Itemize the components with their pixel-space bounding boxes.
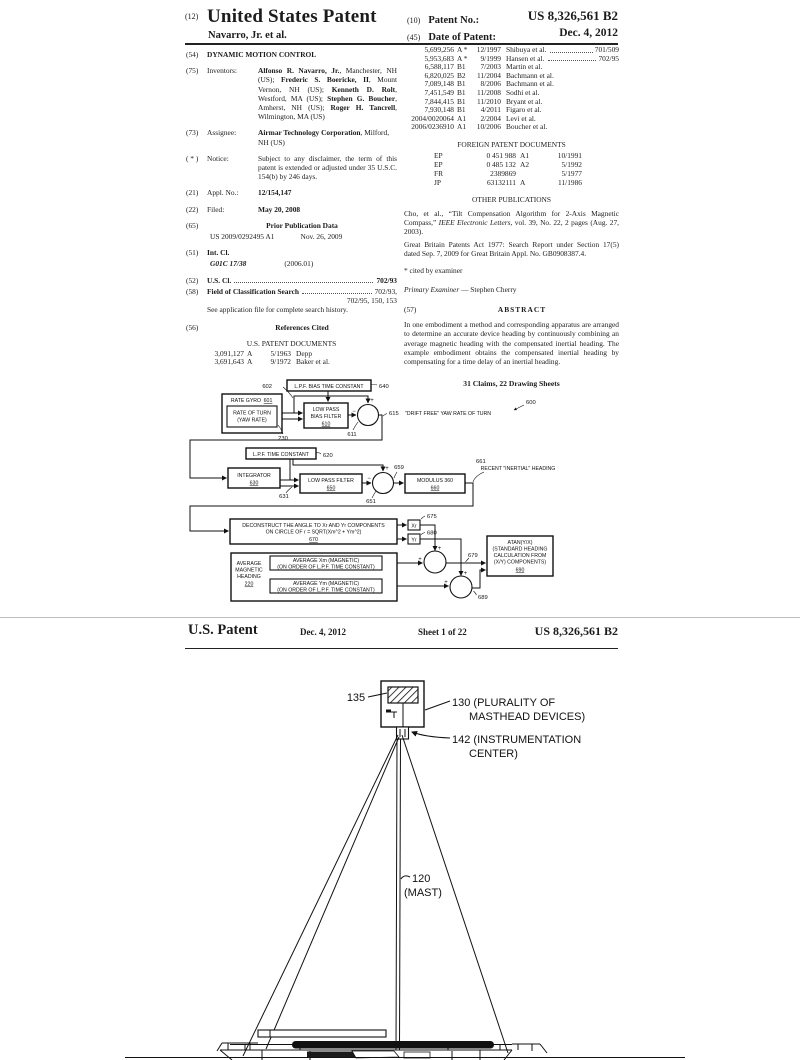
foreign-kind: A2 [520,159,530,169]
foreign-date: 5/1992 [561,159,582,169]
f21-num: (21) [186,188,199,198]
f58-num: (58) [186,286,199,296]
inventor-short-line: Navarro, Jr. et al. [208,30,287,41]
left-us-reference-list [194,350,397,367]
ref-kind: B1 [457,62,466,72]
ref-kind: B1 [457,87,466,97]
atan-label-2: (STANDARD HEADING [492,546,548,553]
ref-date: 12/1997 [476,45,501,54]
label-130-line2: MASTHEAD DEVICES) [469,711,586,723]
f54-num: (54) [186,50,199,59]
jib-stay [266,737,399,1049]
field-73-assignee [186,128,397,146]
foreign-number: 63132111 [486,177,516,187]
foreign-patent-documents-header: FOREIGN PATENT DOCUMENTS [457,139,566,149]
ref-650: 650 [326,485,336,492]
label-120: 120 [412,873,431,885]
ref-611: 611 [347,432,357,438]
foreign-reference-row [434,179,619,188]
atan-label-1: ATAN(Y/X) [507,540,533,546]
ref-name: Figaro et al. [506,105,542,115]
ref-name: Baker et al. [296,357,330,367]
references-cited-header: References Cited [275,323,329,333]
label-mast: (MAST) [404,887,442,899]
field-51-int-cl [186,248,397,257]
forestay [243,735,398,1056]
field-75-inventors [186,66,397,121]
front-page-header [185,6,618,44]
foreign-number: 2389869 [490,168,516,178]
ref-651: 651 [366,499,376,505]
sheet-patent-number: US 8,326,561 B2 [534,624,618,638]
dotted-leader [234,276,373,283]
wind-vane-icon [386,710,391,713]
ref-number: 7,844,415 [424,96,454,106]
inventors-value: Alfonso R. Navarro, Jr., Manchester, NH (US); Frederic S. Boericke, II, Mount Vernon, NH (US); Kenneth D. Rolt, Westford, MA (US); Stephen G. Boucher, Amherst, NH (US); Roger H. Tancrell, Wilmington, MA (US) [258,66,397,122]
sheet-date: Dec. 4, 2012 [300,627,346,637]
ref-leader [539,89,619,98]
field-57-abstract [404,305,619,314]
rate-gyro-label: RATE GYRO [230,398,262,404]
us-cl-value: 702/93 [376,275,397,285]
int-cl-line [210,259,397,268]
ref-leader [542,98,619,107]
field-52-us-cl [186,276,397,285]
field-notice [186,154,397,182]
ref-630: 630 [249,480,259,487]
field-search-v1: 702/93, [374,286,397,296]
date-of-patent: Dec. 4, 2012 [559,27,618,39]
ref-number: 7,451,549 [424,87,454,97]
atan-label-3: CALCULATION FROM [493,553,547,559]
bibliographic-left-column [186,50,397,367]
ref-name: Hansen et al. [506,53,545,63]
fig6-block-diagram [182,372,622,617]
plus-sign: + [370,398,374,404]
us-reference-list [404,46,619,132]
xr-box-label: Xr [411,523,417,530]
average-ym-label: AVERAGE Ym (MAGNETIC) [292,581,360,587]
yaw-rate-label: (YAW RATE) [237,417,267,424]
plus-sign: + [418,557,422,563]
ref-date: 11/2008 [477,87,501,97]
label-130-line1: 130 (PLURALITY OF [452,697,556,709]
foreign-kind: A1 [520,151,530,161]
ref-number: 2004/0020064 [411,113,454,123]
field-65-prior-pub [186,221,397,230]
ref-602: 602 [262,384,272,390]
ref-class: 701/509 [594,45,619,54]
patent-no-label: Patent No.: [428,15,480,26]
foreign-date: 5/1977 [561,168,582,178]
label-142-line1: 142 (INSTRUMENTATION [452,734,582,746]
assignee-value: Airmar Technology Corporation, Milford, NH (US) [258,128,390,147]
foreign-date: 11/1986 [558,177,582,187]
field-number-10: (10) [407,16,421,25]
hull-and-deck [125,1030,685,1060]
ref-name: Sodhi et al. [506,87,540,97]
ref-name: Bachmann et al. [506,79,554,89]
ref-kind: A1 [457,113,467,123]
field-21-appl-no [186,188,397,197]
ref-date: 11/2004 [477,70,501,80]
ref-number: 7,930,148 [424,105,454,115]
ref-name: Boucher et al. [506,122,548,132]
ref-date: 4/2011 [480,105,501,115]
foreign-country: EP [434,159,443,169]
int-cl-version: (2006.01) [284,259,314,269]
ref-number: 3,691,643 [214,357,244,367]
ref-leader [542,106,619,115]
ref-number: 2006/0236910 [411,122,454,132]
appl-no-value: 12/154,147 [258,188,292,198]
ref-date: 9/1972 [270,357,291,367]
sheet-title: U.S. Patent [188,622,258,638]
field-54-title [186,50,397,59]
ref-689: 689 [478,595,488,601]
mast-and-rigging [243,735,508,1056]
ref-date: 11/2010 [477,96,501,106]
diagram-boxes [222,380,553,601]
average-xm-label: AVERAGE Xm (MAGNETIC) [292,558,360,564]
ref-date: 5/1963 [270,348,291,358]
publication-1: Cho, et al., “Tilt Compensation Algorithm for 2-Axis Magnetic Compass,” IEEE Electronic Letters, vol. 39, No. 22, 2 pages (Aug. 27, 2003). [404,208,620,236]
ref-kind: A [247,348,253,358]
ref-number: 6,588,117 [424,62,454,72]
low-pass-filter-label: LOW PASS FILTER [308,478,354,484]
bibliographic-right-column [404,46,619,388]
filed-value: May 20, 2008 [258,204,301,214]
masthead-assembly [381,681,424,739]
ref-kind: B2 [457,70,466,80]
foreign-date: 10/1991 [557,151,582,161]
foreign-number: 0 485 132 [486,159,516,169]
prior-pub-number: US 2009/0292495 A1 [210,232,275,242]
ref-date: 8/2006 [480,79,501,89]
plus-sign: + [437,546,442,552]
average-ym-sub-label: (ON ORDER OF L.P.F. TIME CONSTANT) [277,587,375,594]
dotted-leader [302,287,372,294]
minus-sign: − [352,409,356,415]
ref-leader [554,72,619,81]
average-magnetic-heading-3: HEADING [237,574,261,580]
date-of-patent-label: Date of Patent: [428,32,496,43]
deconstruct-label-2: ON CIRCLE OF r = SQRT(Xm^2 + Ym^2) [265,529,362,536]
stern-rail [512,1044,547,1053]
mast-120 [396,739,397,1050]
publication-2: Great Britain Patents Act 1977: Search Report under Section 17(5) dated Sep. 7, 2009 for Great Britain Appl. No. GB0908387.4. [404,240,619,259]
average-xm-sub-label: (ON ORDER OF L.P.F. TIME CONSTANT) [277,564,375,571]
patent-number: US 8,326,561 B2 [527,8,618,23]
ref-date: 10/2006 [476,122,501,132]
ref-date: 7/2003 [480,62,501,72]
field-22-filed [186,205,397,214]
cabin-shadow [307,1052,357,1058]
inventors-label: Inventors: [207,66,237,76]
average-magnetic-heading-1: AVERAGE [236,561,262,567]
ref-kind: A * [457,53,468,63]
f22-num: (22) [186,204,199,214]
low-pass-bias-filter-label-2: BIAS FILTER [310,414,342,420]
ref-class: 702/95 [598,53,619,63]
appl-no-label: Appl. No.: [207,188,239,198]
header-rule [185,43,618,45]
ref-220: 220 [244,581,254,588]
ref-number: 7,089,148 [424,79,454,89]
ref-230: 230 [278,436,288,442]
primary-examiner-line: Primary Examiner — Stephen Cherry [404,284,517,294]
foreign-reference-list [434,152,619,187]
drift-free-label: "DRIFT FREE" YAW RATE OF TURN [404,411,492,417]
int-cl-class: G01C 17/38 [210,259,247,269]
foreign-reference-row [434,170,619,179]
deconstruct-label-1: DECONSTRUCT THE ANGLE TO Xr AND Yr COMPONENTS [242,523,385,529]
ref-date: 2/2004 [480,113,501,123]
foreign-reference-row [434,161,619,170]
prior-pub-line [210,232,397,241]
int-cl-label: Int. Cl. [207,248,230,258]
prior-pub-date: Nov. 26, 2009 [300,232,343,242]
boom [258,1030,386,1037]
ref-660: 660 [430,485,440,492]
deck-coachroof-bar [292,1041,494,1049]
ref-679: 679 [468,553,478,559]
foreign-country: EP [434,151,443,161]
notice-num: ( * ) [186,153,199,163]
ref-name: Levi et al. [506,113,536,123]
ref-leader [554,80,619,89]
claims-summary: 31 Claims, 22 Drawing Sheets [463,379,560,389]
lpf-time-constant-label: L.P.F. TIME CONSTANT [253,452,309,458]
ref-leader [330,358,397,367]
page-separator [0,617,800,618]
ref-601: 601 [263,398,273,404]
ref-leader [536,115,619,124]
ref-number: 3,091,127 [214,348,244,358]
notice-label: Notice: [207,153,229,163]
ref-690: 690 [515,567,525,574]
integrator-label: INTEGRATOR [237,473,271,479]
ref-leader [548,55,596,62]
field-search-v2: 702/95, 150, 153 [346,296,397,306]
foreign-kind: A [520,177,526,187]
prior-pub-header: Prior Publication Data [266,220,338,230]
average-magnetic-heading-2: MAGNETIC [235,567,263,574]
f57-num: (57) [404,304,417,314]
yr-box-label: Yr [411,537,417,544]
field-56-references [186,323,397,332]
ref-leader [547,123,619,132]
f73-num: (73) [186,128,199,138]
ref-610: 610 [321,421,331,428]
abstract-header: ABSTRACT [497,304,547,314]
abstract-text: In one embodiment a method and corresponding apparatus are arranged to determine an accurate device heading by continuously combining an average magnetic heading with the compensated inertial heading. The example embodiment obtains the compensated inertial heading by compensating for a time delay of an inertial heading. [404,320,619,366]
us-patent-documents-header: U.S. PATENT DOCUMENTS [246,338,337,348]
ref-600: 600 [526,400,536,406]
ref-kind: A1 [457,122,467,132]
notice-value: Subject to any disclaimer, the term of this patent is extended or adjusted under 35 U.S.C. 154(b) by 246 days. [258,153,397,182]
recent-inertial-heading-label: RECENT "INERTIAL" HEADING [480,466,556,472]
f65-num: (65) [186,220,199,230]
foreign-country: JP [434,177,441,187]
field-search-label: Field of Classification Search [207,286,300,296]
ref-615: 615 [389,411,399,417]
plus-sign: + [385,466,389,472]
f75-num: (75) [186,66,199,76]
masthead-device-135 [388,687,418,703]
ref-name: Bryant et al. [506,96,543,106]
low-pass-bias-filter-label-1: LOW PASS [312,407,340,413]
ref-name: Bachmann et al. [506,70,554,80]
rate-of-turn-label: RATE OF TURN [233,410,271,417]
lpf-bias-box-label: L.P.F. BIAS TIME CONSTANT [294,384,364,390]
ref-date: 9/1999 [480,53,501,63]
fig1-sailboat-drawing [0,640,800,1060]
ref-kind: A * [457,45,468,54]
ref-leader [550,46,592,53]
ref-640: 640 [379,384,389,390]
f56-num: (56) [186,323,199,333]
ref-number: 6,820,025 [424,70,454,80]
invention-title: DYNAMIC MOTION CONTROL [207,50,317,59]
f52-num: (52) [186,275,199,285]
us-reference-row [404,123,619,132]
field-number-12: (12) [185,12,199,21]
other-publications-header: OTHER PUBLICATIONS [471,195,552,205]
ref-name: Depp [296,348,313,358]
f51-num: (51) [186,248,199,258]
assignee-label: Assignee: [207,128,237,138]
sheet-number: Sheet 1 of 22 [418,627,467,637]
ref-659: 659 [394,465,404,471]
ref-661: 661 [476,459,486,465]
ref-number: 5,699,256 [424,45,454,54]
cited-by-examiner-note: * cited by examiner [404,265,463,275]
filed-label: Filed: [207,204,225,214]
ref-620: 620 [323,453,333,459]
foreign-number: 0 451 988 [486,151,516,161]
ref-675: 675 [427,514,437,520]
label-135: 135 [346,692,366,704]
ref-number: 5,953,683 [424,53,454,63]
us-reference-row [194,358,397,367]
label-142-line2: CENTER) [469,748,518,760]
ref-631: 631 [279,494,289,500]
foreign-country: FR [434,168,444,178]
plus-sign: + [463,571,468,577]
minus-sign: − [367,476,371,482]
us-cl-label: U.S. Cl. [207,275,232,285]
ref-670: 670 [309,537,318,543]
ref-kind: B1 [457,105,466,115]
ref-kind: B1 [457,96,466,106]
ref-kind: A [247,357,253,367]
ref-kind: B1 [457,79,466,89]
modulus-360-label: MODULUS 360 [416,478,454,484]
ref-680: 680 [427,530,437,537]
field-number-45: (45) [407,33,421,42]
atan-label-4: (X/Y) COMPONENTS) [493,559,547,566]
field-search-note: See application file for complete search history. [207,305,348,315]
ref-name: Shibuya et al. [506,45,547,54]
page-title: United States Patent [207,6,377,27]
ref-name: Martin et al. [506,62,543,72]
plus-sign: + [444,580,448,586]
field-58-search [186,287,397,315]
